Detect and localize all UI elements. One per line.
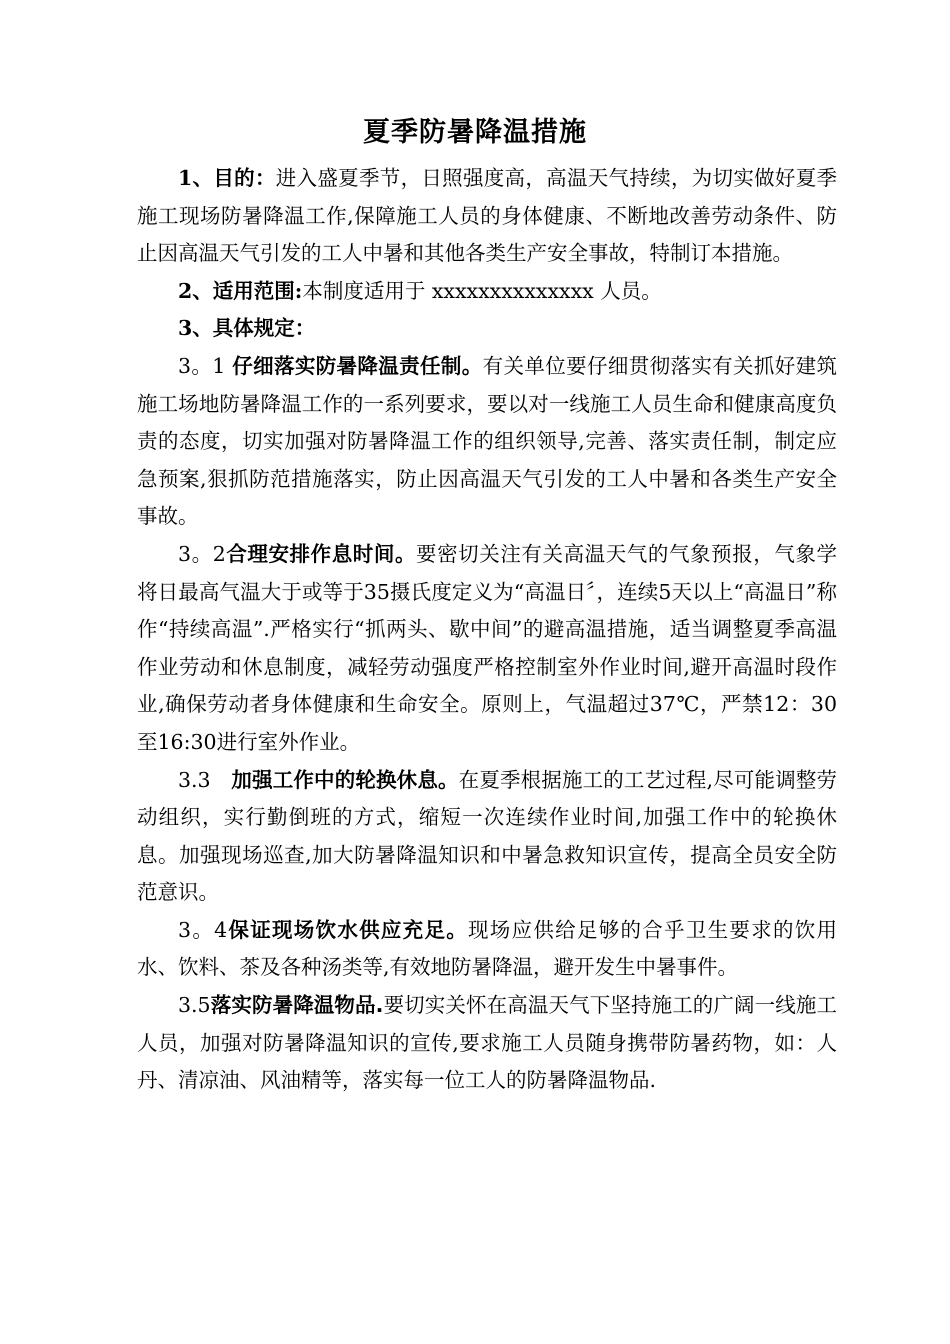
section-number: 1、 (178, 166, 214, 190)
section-text: 要切实关怀在高温天气下坚持施工的广阔一线施工人员，加强对防暑降温知识的宣传,要求施工人员随身携带防暑药物，如：人丹、清凉油、风油精等，落实每一位工人的防暑降温物品. (137, 993, 838, 1093)
section-regulations (137, 310, 837, 348)
section-number: 3。2 (178, 541, 226, 566)
section-number: 3.5 (178, 993, 211, 1018)
section-number: 3、 (178, 316, 213, 341)
section-number: 3.3 (178, 767, 232, 792)
section-3-2 (137, 536, 837, 762)
section-number: 3。4 (178, 917, 228, 942)
section-heading: 保证现场饮水供应充足。 (227, 917, 469, 942)
section-heading: 具体规定： (212, 316, 316, 341)
document-body (137, 160, 837, 1100)
section-heading: 仔细落实防暑降温责任制。 (232, 353, 483, 378)
section-heading: 适用范围: (212, 278, 303, 303)
section-text: 现场应供给足够的合乎卫生要求的饮用水、饮料、茶及各种汤类等,有效地防暑降温，避开发生中暑事件。 (137, 917, 838, 980)
section-scope (137, 273, 837, 311)
section-number: 3。1 (178, 353, 233, 378)
section-text: 要密切关注有关高温天气的气象预报，气象学将日最高气温大于或等于35摄氏度定义为“高温日〞，连续5天以上“高温日”称作“持续高温”.严格实行“抓两头、歇中间”的避高温措施，适当调整夏季高温作业劳动和休息制度，减轻劳动强度严格控制室外作业时间,避开高温时段作业,确保劳动者身体健康和生命安全。原则上，气温超过37℃，严禁12：30至16:30进行室外作业。 (137, 541, 838, 754)
section-heading: 落实防暑降温物品. (210, 993, 384, 1018)
section-3-3 (137, 762, 837, 912)
section-text: 进入盛夏季节，日照强度高，高温天气持续，为切实做好夏季施工现场防暑降温工作,保障施工人员的身体健康、不断地改善劳动条件、防止因高温天气引发的工人中暑和其他各类生产安全事故，特制订本措施。 (137, 166, 838, 266)
section-3-4 (137, 912, 837, 987)
section-text: 有关单位要仔细贯彻落实有关抓好建筑施工场地防暑降温工作的一系列要求，要以对一线施工人员生命和健康高度负责的态度，切实加强对防暑降温工作的组织领导,完善、落实责任制，制定应急预案,狠抓防范措施落实，防止因高温天气引发的工人中暑和各类生产安全事故。 (137, 353, 838, 529)
section-text: 本制度适用于 xxxxxxxxxxxxxx 人员。 (302, 278, 662, 303)
document-title: 夏季防暑降温措施 (363, 117, 587, 148)
section-3-5 (137, 987, 837, 1100)
section-purpose (137, 160, 837, 273)
section-heading: 目的： (213, 166, 276, 190)
section-heading: 合理安排作息时间。 (225, 541, 417, 566)
section-heading: 加强工作中的轮换休息。 (231, 767, 459, 792)
section-text: 在夏季根据施工的工艺过程,尽可能调整劳动组织，实行勤倒班的方式，缩短一次连续作业时间,加强工作中的轮换休息。加强现场巡查,加大防暑降温知识和中暑急救知识宣传，提高全员安全防范意识。 (137, 767, 838, 905)
section-number: 2、 (178, 278, 213, 303)
section-3-1 (137, 348, 837, 536)
